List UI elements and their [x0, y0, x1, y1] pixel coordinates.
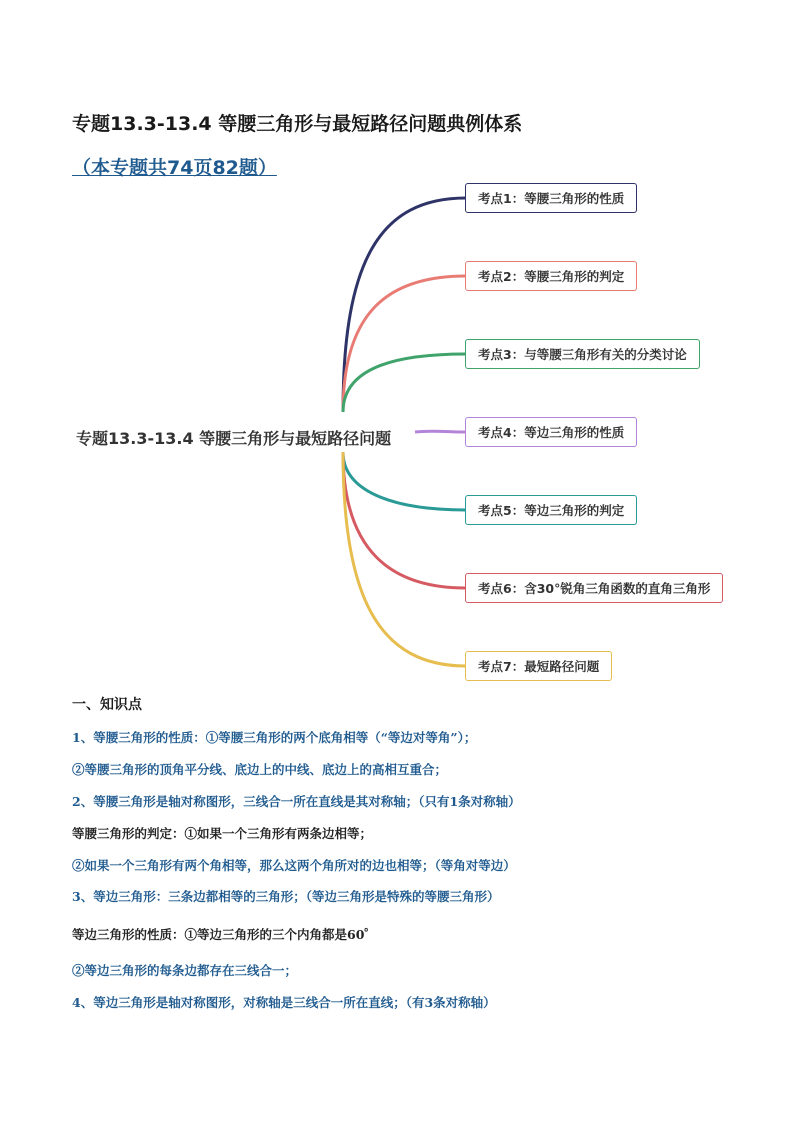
connector-5 — [343, 452, 466, 510]
title-subtitle-link[interactable]: （本专题共74页82题） — [72, 157, 277, 179]
knowledge-line-2: ②等腰三角形的顶角平分线、底边上的中线、底边上的高相互重合； — [72, 762, 448, 777]
title-main: 专题13.3-13.4 等腰三角形与最短路径问题典例体系 — [72, 113, 523, 135]
node-1-label: 考点1：等腰三角形的性质 — [478, 191, 625, 206]
knowledge-line-6: 3、等边三角形：三条边都相等的三角形；（等边三角形是特殊的等腰三角形） — [72, 889, 500, 904]
node-2[interactable] — [465, 261, 637, 291]
connector-7 — [343, 452, 466, 666]
knowledge-line-3: 2、等腰三角形是轴对称图形，三线合一所在直线是其对称轴；（只有1条对称轴） — [72, 794, 521, 809]
node-5[interactable] — [465, 495, 637, 525]
connector-4 — [415, 431, 466, 432]
central-topic: 专题13.3-13.4 等腰三角形与最短路径问题 — [76, 429, 392, 448]
connector-3 — [343, 354, 466, 412]
knowledge-line-4: 等腰三角形的判定：①如果一个三角形有两条边相等； — [72, 826, 373, 841]
node-4[interactable] — [465, 417, 637, 447]
node-2-label: 考点2：等腰三角形的判定 — [478, 269, 625, 284]
knowledge-line-9: 4、等边三角形是轴对称图形，对称轴是三线合一所在直线；（有3条对称轴） — [72, 995, 496, 1010]
connector-6 — [343, 452, 466, 588]
node-6-label: 考点6：含30°锐角三角函数的直角三角形 — [478, 581, 711, 596]
knowledge-line-5: ②如果一个三角形有两个角相等，那么这两个角所对的边也相等；（等角对等边） — [72, 858, 516, 873]
node-7[interactable] — [465, 651, 612, 681]
node-3-label: 考点3：与等腰三角形有关的分类讨论 — [478, 347, 687, 362]
node-5-label: 考点5：等边三角形的判定 — [478, 503, 625, 518]
node-6[interactable] — [465, 573, 723, 603]
section-heading: 一、知识点 — [72, 697, 142, 713]
mind-map — [0, 170, 794, 695]
connector-1 — [343, 198, 466, 412]
node-4-label: 考点4：等边三角形的性质 — [478, 425, 625, 440]
node-1[interactable] — [465, 183, 637, 213]
knowledge-line-8: ②等边三角形的每条边都存在三线合一； — [72, 963, 298, 978]
knowledge-line-7: 等边三角形的性质：①等边三角形的三个内角都是60゜ — [72, 927, 377, 942]
connector-2 — [343, 276, 466, 412]
node-3[interactable] — [465, 339, 700, 369]
node-7-label: 考点7：最短路径问题 — [478, 659, 600, 674]
knowledge-line-1: 1、等腰三角形的性质：①等腰三角形的两个底角相等（“等边对等角”）； — [72, 730, 477, 745]
